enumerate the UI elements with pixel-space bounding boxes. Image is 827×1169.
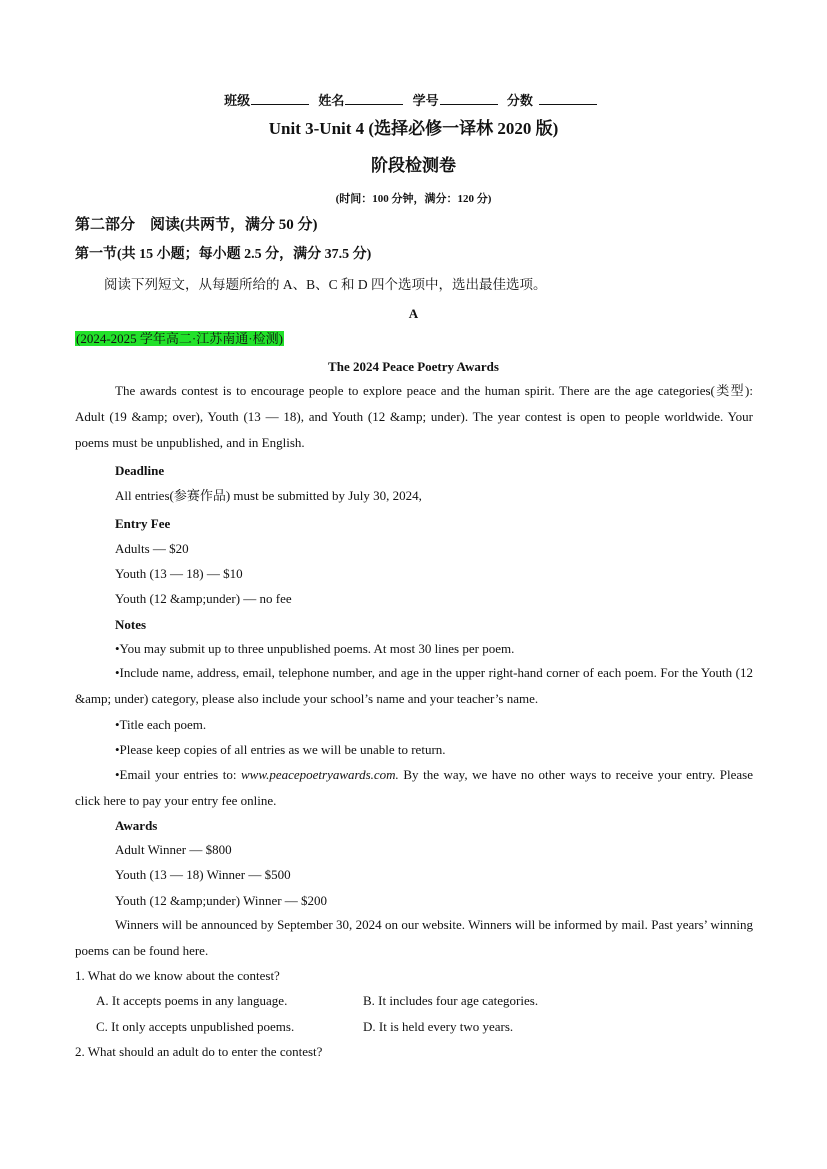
question-option-a[interactable]: A. It accepts poems in any language.	[96, 993, 288, 1008]
exam-subtitle: 阶段检测卷	[371, 156, 456, 175]
question-option-c[interactable]: C. It only accepts unpublished poems.	[96, 1019, 295, 1034]
class-label: 班级	[224, 93, 251, 108]
source-tag	[75, 330, 284, 348]
section-subtitle: 第一节(共 15 小题；每小题 2.5 分，满分 37.5 分)	[75, 247, 372, 262]
score-label: 分数	[506, 93, 533, 108]
notes-heading: Notes	[115, 617, 147, 632]
contest-website-link[interactable]: www.peacepoetryawards.com.	[241, 767, 399, 782]
note-email-prefix: •Email your entries to:	[115, 767, 242, 782]
source-tag-text: (2024-2025 学年高二·江苏南通·检测)	[76, 331, 283, 346]
award-item: Youth (12 &amp;under) Winner — $200	[115, 893, 328, 908]
question-stem: 2. What should an adult do to enter the contest?	[75, 1044, 323, 1059]
class-blank[interactable]	[251, 92, 309, 105]
passage-letter: A	[408, 306, 419, 321]
note-email-suffix: By the way, we have no other ways to receive your entry. Please click here to pay your entry fee online.	[75, 767, 753, 808]
deadline-text: All entries(参赛作品) must be submitted by July 30, 2024,	[115, 488, 422, 503]
student-number-blank[interactable]	[440, 92, 498, 105]
note-item: •Include name, address, email, telephone number, and age in the upper right-hand corner of each poem. For the Youth (12 &amp; under) category, please also include your school’s name and your teacher’s name.	[75, 665, 753, 706]
fee-item: Youth (12 &amp;under) — no fee	[115, 591, 292, 606]
award-item: Adult Winner — $800	[115, 842, 232, 857]
part-title: 第二部分 阅读(共两节，满分 50 分)	[75, 217, 318, 233]
deadline-heading: Deadline	[115, 463, 165, 478]
exam-title: Unit 3-Unit 4 (选择必修一译林 2020 版)	[268, 119, 559, 138]
name-label: 姓名	[318, 93, 345, 108]
time-note: (时间：100 分钟，满分：120 分)	[335, 193, 492, 205]
question-stem: 1. What do we know about the contest?	[75, 968, 280, 983]
note-item	[75, 762, 753, 814]
passage-title: The 2024 Peace Poetry Awards	[328, 359, 499, 374]
passage-intro: The awards contest is to encourage people to explore peace and the human spirit. There are the age categories(类型): Adult (19 &amp; over), Youth (13 — 18), and Youth (12 &amp; under). The year contest is open to people worldwide. Your poems must be unpublished, and in English.	[75, 383, 753, 450]
awards-heading: Awards	[115, 818, 158, 833]
note-item: •Please keep copies of all entries as we will be unable to return.	[115, 742, 446, 757]
fee-item: Youth (13 — 18) — $10	[115, 566, 243, 581]
student-info-line	[0, 92, 827, 110]
question-option-b[interactable]: B. It includes four age categories.	[363, 993, 539, 1008]
note-item: •You may submit up to three unpublished poems. At most 30 lines per poem.	[115, 641, 515, 656]
student-number-label: 学号	[412, 93, 439, 108]
name-blank[interactable]	[345, 92, 403, 105]
note-item: •Title each poem.	[115, 717, 207, 732]
score-blank[interactable]	[539, 92, 597, 105]
award-item: Youth (13 — 18) Winner — $500	[115, 867, 291, 882]
passage-closing: Winners will be announced by September 30, 2024 on our website. Winners will be informed by mail. Past years’ winning poems can be found here.	[75, 917, 753, 958]
instruction: 阅读下列短文，从每题所给的 A、B、C 和 D 四个选项中，选出最佳选项。	[104, 277, 547, 292]
entry-fee-heading: Entry Fee	[115, 516, 171, 531]
question-option-d[interactable]: D. It is held every two years.	[363, 1019, 514, 1034]
fee-item: Adults — $20	[115, 541, 189, 556]
